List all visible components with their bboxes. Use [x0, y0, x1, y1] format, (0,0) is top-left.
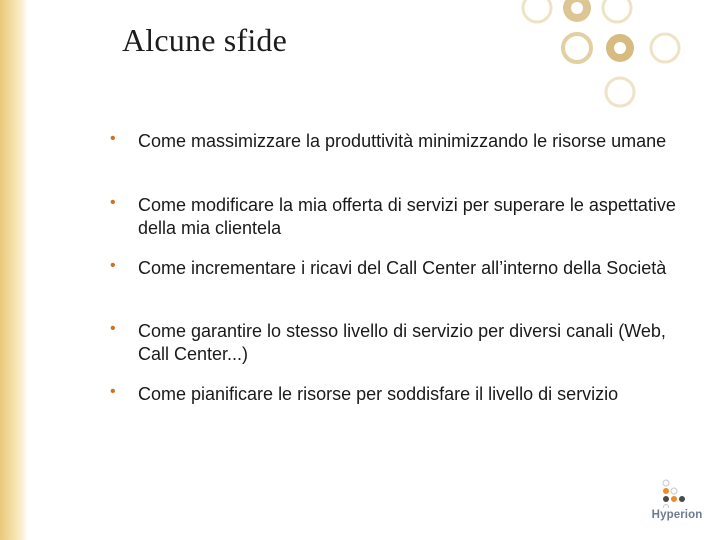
bullet-marker: •	[110, 194, 116, 211]
hyperion-circles-icon	[644, 478, 710, 508]
slide-title: Alcune sfide	[122, 22, 288, 58]
bullet-text: Come pianificare le risorse per soddisfare il livello di servizio	[138, 384, 619, 404]
bullet-text: Come massimizzare la produttività minimizzando le risorse umane	[138, 131, 667, 151]
hyperion-logo	[644, 478, 710, 526]
bullet-marker: •	[110, 257, 116, 274]
bullet-text: Come garantire lo stesso livello di servizio per diversi canali (Web, Call Center...)	[138, 321, 666, 364]
bullet-marker: •	[110, 320, 116, 337]
bullet-marker: •	[110, 130, 116, 147]
bullet-text: Come modificare la mia offerta di servizi per superare le aspettative della mia clientela	[138, 195, 676, 238]
logo-text: Hyperion	[651, 509, 703, 521]
decorative-circles-icon	[510, 0, 720, 112]
gold-sidebar	[0, 0, 28, 540]
bullet-text: Come incrementare i ricavi del Call Center all’interno della Società	[138, 258, 667, 278]
bullet-marker: •	[110, 383, 116, 400]
